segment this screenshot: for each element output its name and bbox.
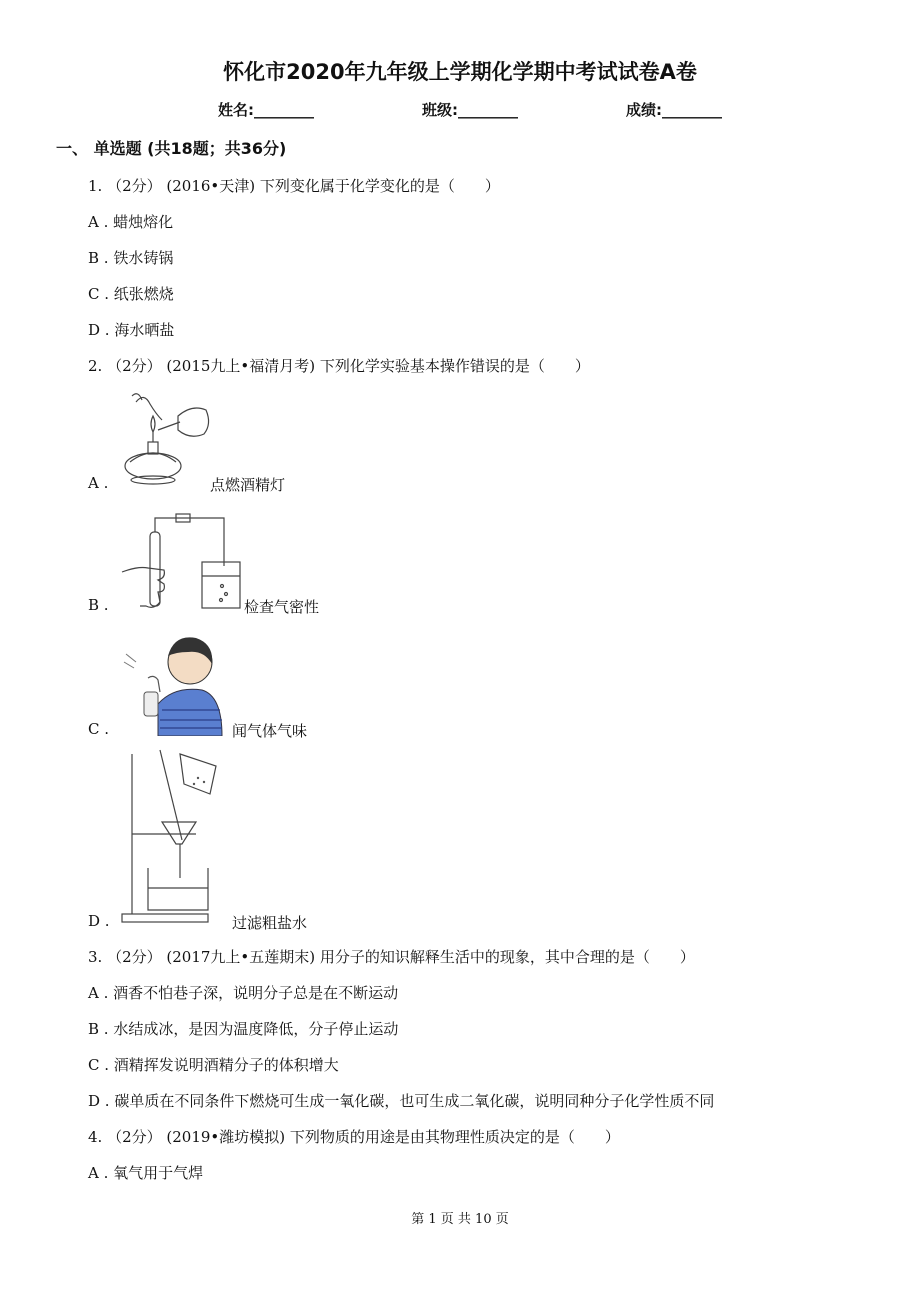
section-heading: 一、 单选题 (共18题；共36分) [56, 139, 287, 158]
q2-figure-c-smelling-gas [118, 628, 226, 736]
question-3-stem: 3. （2分） (2017九上•五莲期末) 用分子的知识解释生活中的现象，其中合理的是（ ） [88, 948, 695, 966]
q2-option-b-letter: B . [88, 596, 109, 614]
q2-option-c-letter: C . [88, 720, 110, 738]
page-footer: 第 1 页 共 10 页 [411, 1212, 509, 1227]
q1-option-a: A . 蜡烛熔化 [88, 213, 174, 231]
q1-option-d: D . 海水晒盐 [88, 321, 175, 339]
q3-option-a: A . 酒香不怕巷子深，说明分子总是在不断运动 [88, 984, 399, 1002]
q3-option-c: C . 酒精挥发说明酒精分子的体积增大 [88, 1056, 339, 1074]
q2-option-a-letter: A . [88, 474, 109, 492]
question-4-stem: 4. （2分） (2019•潍坊模拟) 下列物质的用途是由其物理性质决定的是（ ） [88, 1128, 620, 1146]
q1-option-c: C . 纸张燃烧 [88, 285, 174, 303]
q3-option-d: D . 碳单质在不同条件下燃烧可生成一氧化碳，也可生成二氧化碳，说明同种分子化学性质不同 [88, 1092, 715, 1110]
q2-figure-d-filtration [118, 748, 228, 928]
q1-option-b: B . 铁水铸锅 [88, 249, 174, 267]
question-1-stem: 1. （2分） (2016•天津) 下列变化属于化学变化的是（ ） [88, 177, 500, 195]
q4-option-a: A . 氧气用于气焊 [88, 1164, 204, 1182]
question-2-stem: 2. （2分） (2015九上•福清月考) 下列化学实验基本操作错误的是（ ） [88, 357, 590, 375]
class-field-label: 班级:________ [422, 101, 518, 119]
q2-option-a-caption: 点燃酒精灯 [210, 476, 286, 494]
q2-figure-a-alcohol-lamp [118, 390, 214, 492]
name-field-label: 姓名:________ [218, 101, 314, 119]
q2-option-c-caption: 闻气体气味 [232, 722, 308, 740]
q2-option-d-caption: 过滤粗盐水 [232, 914, 308, 932]
score-field-label: 成绩:________ [626, 101, 722, 119]
q2-option-b-caption: 检查气密性 [244, 598, 320, 616]
q2-option-d-letter: D . [88, 912, 110, 930]
q3-option-b: B . 水结成冰，是因为温度降低，分子停止运动 [88, 1020, 399, 1038]
page-title: 怀化市2020年九年级上学期化学期中考试试卷A卷 [223, 60, 697, 84]
q2-figure-b-airtightness [118, 510, 244, 614]
